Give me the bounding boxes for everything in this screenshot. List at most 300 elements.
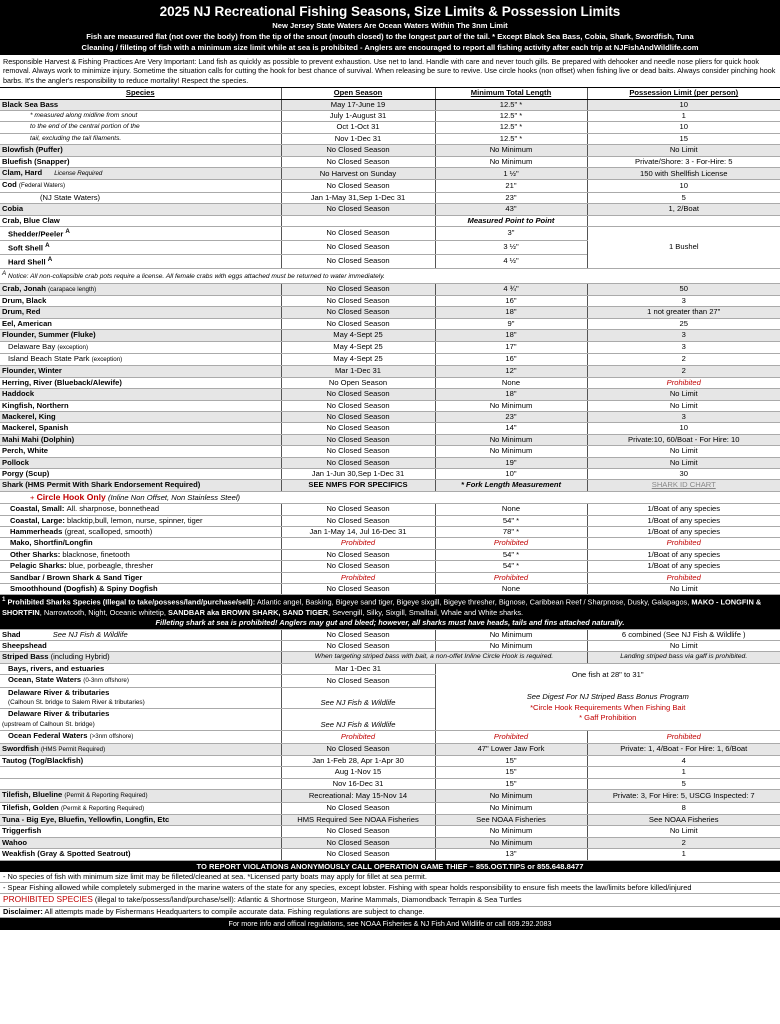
possession-limit: 1/Boat of any species [587, 515, 780, 526]
table-row [0, 423, 780, 434]
species-name: Mackerel, King [0, 411, 281, 422]
species-name [0, 778, 281, 789]
disclaimer: Disclaimer: All attempts made by Fishermans Headquarters to compile accurate data. Fishing regulations are subject to change. [0, 907, 780, 918]
open-season: No Closed Season [281, 204, 435, 215]
open-season: No Closed Season [281, 675, 435, 687]
min-length: 47" Lower Jaw Fork [435, 743, 587, 755]
species-name: Striped Bass (including Hybrid) [0, 652, 281, 663]
min-length: No Minimum [435, 837, 587, 848]
possession-limit: 5 [587, 778, 780, 789]
table-row [0, 204, 780, 215]
table-row [0, 504, 780, 515]
table-row [0, 815, 780, 826]
open-season: No Closed Season [281, 145, 435, 156]
table-row [0, 538, 780, 549]
min-length: No Minimum [435, 802, 587, 814]
open-season: Aug 1-Nov 15 [281, 767, 435, 778]
table-row [0, 743, 780, 755]
open-season: Nov 1-Dec 31 [281, 133, 435, 144]
open-season: No Closed Season [281, 515, 435, 526]
possession-limit: Private/Shore: 3 - For-Hire: 5 [587, 156, 780, 167]
species-name: Smoothhound (Dogfish) & Spiny Dogfish [0, 584, 281, 595]
table-row [0, 629, 780, 640]
open-season: No Closed Season [281, 156, 435, 167]
open-season: No Closed Season [281, 389, 435, 400]
table-row [0, 192, 780, 203]
species-name: Hammerheads (great, scalloped, smooth) [0, 527, 281, 538]
possession-limit: 10 [587, 180, 780, 192]
min-length: See NOAA Fisheries [435, 815, 587, 826]
min-length: No Minimum [435, 629, 587, 640]
table-row [0, 572, 780, 583]
min-length: 3 ½" [435, 241, 587, 255]
shark-title-row [0, 480, 780, 491]
species-name: Pollock [0, 457, 281, 468]
possession-limit: 10 [587, 423, 780, 434]
possession-limit: Prohibited [587, 538, 780, 549]
table-header-row [0, 88, 780, 99]
open-season: Mar 1-Dec 31 [281, 663, 435, 674]
min-length: 12.5" * [435, 133, 587, 144]
open-season: No Closed Season [281, 504, 435, 515]
min-length: 19" [435, 457, 587, 468]
min-length: 21" [435, 180, 587, 192]
species-name: Mahi Mahi (Dolphin) [0, 434, 281, 445]
min-length: 15" [435, 778, 587, 789]
min-length: 15" [435, 767, 587, 778]
species-note: (upstream of Calhoun St. bridge) [0, 720, 281, 731]
species-name: Delaware Bay (exception) [0, 341, 281, 353]
open-season: No Closed Season [281, 241, 435, 255]
open-season: Prohibited [281, 731, 435, 743]
species-name: Swordfish (HMS Permit Required) [0, 743, 281, 755]
table-row [0, 180, 780, 192]
open-season: No Open Season [281, 377, 435, 388]
species-name: Flounder, Winter [0, 366, 281, 377]
table-row [0, 837, 780, 848]
min-length: 18" [435, 307, 587, 318]
circle-hook-note: + Circle Hook Only (Inline Non Offset, Non Stainless Steel) [0, 491, 780, 503]
open-season: No Closed Season [281, 411, 435, 422]
table-row [0, 778, 780, 789]
possession-limit: No Limit [587, 400, 780, 411]
min-length: 15" [435, 756, 587, 767]
min-length: 12.5" * [435, 111, 587, 122]
page-title: 2025 NJ Recreational Fishing Seasons, Size Limits & Possession Limits [159, 4, 621, 19]
min-length: 54" * [435, 561, 587, 572]
species-name: Shad See NJ Fish & Wildlife [0, 629, 281, 640]
open-season: See NJ Fish & Wildlife [281, 720, 435, 731]
min-length: 23" [435, 411, 587, 422]
min-length: No Minimum [435, 446, 587, 457]
table-row [0, 111, 780, 122]
open-season: No Closed Season [281, 400, 435, 411]
possession-limit: 15 [587, 133, 780, 144]
table-row [0, 527, 780, 538]
min-length: 54" * [435, 549, 587, 560]
open-season: No Closed Season [281, 283, 435, 295]
species-name: Clam, Hard License Required [0, 168, 281, 180]
possession-limit: 1 [587, 849, 780, 860]
min-length: 43" [435, 204, 587, 215]
open-season: See NJ Fish & Wildlife [281, 698, 435, 709]
species-name: Crab, Jonah (carapace length) [0, 283, 281, 295]
open-season: Jan 1-Feb 28, Apr 1-Apr 30 [281, 756, 435, 767]
table-row [0, 469, 780, 480]
possession-limit: 4 [587, 756, 780, 767]
open-season: No Closed Season [281, 837, 435, 848]
prohibited-sharks-row [0, 595, 780, 629]
species-name: Soft Shell $^A$ [0, 241, 281, 255]
species-name: Tilefish, Golden (Permit & Reporting Required) [0, 802, 281, 814]
column-header: Minimum Total Length [435, 88, 587, 99]
species-name: Flounder, Summer (Fluke) [0, 330, 281, 341]
cleaning-note: Cleaning / filleting of fish with a minimum size limit while at sea is prohibited - Anglers are encouraged to report all fishing activity after each trip at NJFishAndWildlife.com [81, 43, 699, 52]
species-name: Mako, Shortfin/Longfin [0, 538, 281, 549]
open-season: SEE NMFS FOR SPECIFICS [281, 480, 435, 491]
table-row [0, 515, 780, 526]
species-name: Pelagic Sharks: blue, porbeagle, thresher [0, 561, 281, 572]
species-name: tail, excluding the tail filaments. [0, 133, 281, 144]
species-name: Tautog (Tog/Blackfish) [0, 756, 281, 767]
open-season: No Closed Season [281, 584, 435, 595]
measure-note: Fish are measured flat (not over the body) from the tip of the snout (mouth closed) to the longest part of the tail. * Except Black Sea Bass, Cobia, Shark, Swordfish, Tuna [86, 32, 694, 41]
spear-note: - Spear Fishing allowed while completely submerged in the marine waters of the state for any species, except lobster. Fishing with spear holds responsibility to ensure fish meets the law/limits before killed/injured [0, 883, 780, 894]
min-length: No Minimum [435, 156, 587, 167]
possession-limit: 3 [587, 411, 780, 422]
species-name: Cod (Federal Waters) [0, 180, 281, 192]
species-name: Shark (HMS Permit With Shark Endorsement Required) [0, 480, 281, 491]
circle-hook-row [0, 491, 780, 503]
possession-limit: No Limit [587, 457, 780, 468]
shark-id-chart-link[interactable]: SHARK ID CHART [587, 480, 780, 491]
min-length: 54" * [435, 515, 587, 526]
min-length: 13" [435, 849, 587, 860]
crab-notice: $^A$ Notice: All non-collapsible crab pots require a license. All female crabs with eggs attached must be returned to water immediately. [0, 268, 780, 283]
possession-limit: 1/Boat of any species [587, 504, 780, 515]
table-row [0, 663, 780, 674]
crab-limit: 1 Bushel [587, 227, 780, 269]
open-season: No Closed Season [281, 423, 435, 434]
table-row [0, 122, 780, 133]
intro-text: Responsible Harvest & Fishing Practices Are Very Important: Land fish as quickly as possible to prevent exhaustion. Use net to land. Handle with care and never touch gills. Be prepared with dehooker and needle nose pliers for quick hook removal. Always work to minimize injury. Sometime the situation calls for cutting the hook for best chance of survival. When releasing be sure to revive. Use circle hooks (non offset) when fishing live or dead baits. Always consider pinching hook barbs. It's the angler's responsibility to reduce mortality! Respect the species. [0, 55, 780, 88]
possession-limit: Prohibited [587, 377, 780, 388]
min-length: Prohibited [435, 538, 587, 549]
open-season: No Closed Season [281, 629, 435, 640]
species-name: * measured along midline from snout [0, 111, 281, 122]
possession-limit: 6 combined (See NJ Fish & Wildlife ) [587, 629, 780, 640]
species-name: Delaware River & tributaries [8, 709, 110, 719]
species-name: Porgy (Scup) [0, 469, 281, 480]
species-name: Coastal, Small: All. sharpnose, bonnethead [0, 504, 281, 515]
table-row [0, 767, 780, 778]
min-length: No Minimum [435, 434, 587, 445]
species-name: Shedder/Peeler $^A$ [0, 227, 281, 241]
species-name: Bays, rivers, and estuaries [0, 663, 281, 674]
table-row [0, 826, 780, 837]
table-row [0, 377, 780, 388]
min-length: No Minimum [435, 145, 587, 156]
min-length: 4 ¾" [435, 283, 587, 295]
species-name: Crab, Blue Claw [0, 215, 281, 226]
open-season: No Closed Season [281, 457, 435, 468]
species-name: Ocean, State Waters (0-3nm offshore) [0, 675, 281, 687]
species-name: Haddock [0, 389, 281, 400]
table-row [0, 133, 780, 144]
min-length: 18" [435, 330, 587, 341]
possession-limit: No Limit [587, 389, 780, 400]
table-row [0, 731, 780, 743]
prohibited-species-note: PROHIBITED SPECIES (illegal to take/possess/land/purchase/sell): Atlantic & Shortnose Sturgeon, Marine Mammals, Diamondback Terrapin & Sea Turtles [0, 894, 780, 906]
min-length: 4 ½" [435, 254, 587, 268]
possession-limit: 10 [587, 122, 780, 133]
possession-limit: 25 [587, 318, 780, 329]
possession-limit: 1 [587, 111, 780, 122]
table-row [0, 168, 780, 180]
species-name: Herring, River (Blueback/Alewife) [0, 377, 281, 388]
table-row [0, 307, 780, 318]
table-row [0, 549, 780, 560]
possession-limit: Private: 1, 4/Boat - For Hire: 1, 6/Boat [587, 743, 780, 755]
possession-limit: 3 [587, 295, 780, 306]
open-season: Nov 16-Dec 31 [281, 778, 435, 789]
possession-limit: 5 [587, 192, 780, 203]
possession-limit: Private:10, 60/Boat - For Hire: 10 [587, 434, 780, 445]
open-season: Mar 1-Dec 31 [281, 366, 435, 377]
min-length: * Fork Length Measurement [435, 480, 587, 491]
open-season: No Closed Season [281, 446, 435, 457]
table-row [0, 330, 780, 341]
open-season: No Closed Season [281, 227, 435, 241]
column-header: Possession Limit (per person) [587, 88, 780, 99]
species-name: Kingfish, Northern [0, 400, 281, 411]
open-season: Jan 1-May 14, Jul 16-Dec 31 [281, 527, 435, 538]
bass-limits: One fish at 28" to 31" See Digest For NJ Striped Bass Bonus Program *Circle Hook Requirements When Fishing Bait * Gaff Prohibition [435, 663, 780, 730]
table-row [0, 389, 780, 400]
min-length: 14" [435, 423, 587, 434]
table-row [0, 756, 780, 767]
min-length: 10" [435, 469, 587, 480]
species-name: Bluefish (Snapper) [0, 156, 281, 167]
table-row [0, 318, 780, 329]
species-name: Eel, American [0, 318, 281, 329]
species-name: Island Beach State Park (exception) [0, 353, 281, 365]
possession-limit: 1/Boat of any species [587, 549, 780, 560]
shark-fillet-note: Filleting shark at sea is prohibited! Anglers may gut and bleed; however, all sharks must have heads, tails and fins attached naturally. [155, 618, 625, 628]
possession-limit: 3 [587, 341, 780, 353]
min-length: No Minimum [435, 640, 587, 651]
species-name: Hard Shell $^A$ [0, 254, 281, 268]
regulations-table [0, 88, 780, 860]
open-season: No Closed Season [281, 180, 435, 192]
species-name: Drum, Black [0, 295, 281, 306]
crab-notice-row [0, 268, 780, 283]
possession-limit: 2 [587, 353, 780, 365]
possession-limit: 1 not greater than 27" [587, 307, 780, 318]
open-season: No Closed Season [281, 640, 435, 651]
possession-limit: 50 [587, 283, 780, 295]
possession-limit: No Limit [587, 640, 780, 651]
min-length: 78" * [435, 527, 587, 538]
open-season: No Closed Season [281, 307, 435, 318]
possession-limit: 1 [587, 767, 780, 778]
striped-bass-row [0, 652, 780, 663]
open-season: May 4-Sept 25 [281, 330, 435, 341]
min-length: 12" [435, 366, 587, 377]
open-season: May 17-June 19 [281, 99, 435, 110]
open-season: No Harvest on Sunday [281, 168, 435, 180]
open-season: Oct 1-Oct 31 [281, 122, 435, 133]
header [0, 0, 780, 55]
table-row [0, 283, 780, 295]
possession-limit: 1/Boat of any species [587, 561, 780, 572]
open-season: No Closed Season [281, 549, 435, 560]
possession-limit: 2 [587, 837, 780, 848]
species-name: Tilefish, Blueline (Permit & Reporting Required) [0, 790, 281, 802]
open-season: May 4-Sept 25 [281, 353, 435, 365]
min-length: None [435, 584, 587, 595]
page-subtitle: New Jersey State Waters Are Ocean Waters Within The 3nm Limit [272, 21, 508, 30]
possession-limit: See NOAA Fisheries [587, 815, 780, 826]
column-header: Open Season [281, 88, 435, 99]
min-length: None [435, 377, 587, 388]
table-row [0, 366, 780, 377]
species-name: Perch, White [0, 446, 281, 457]
footer-info-bar: For more info and offical regulations, see NOAA Fisheries & NJ Fish And Wildlife or call 609.292.2083 [0, 918, 780, 930]
min-length: 23" [435, 192, 587, 203]
table-row [0, 802, 780, 814]
table-row [0, 790, 780, 802]
open-season: No Closed Season [281, 434, 435, 445]
table-row [0, 561, 780, 572]
min-length: Prohibited [435, 731, 587, 743]
min-length: Prohibited [435, 572, 587, 583]
table-row [0, 434, 780, 445]
table-row [0, 341, 780, 353]
species-name: Sheepshead [0, 640, 281, 651]
min-length: 12.5" * [435, 99, 587, 110]
possession-limit: 2 [587, 366, 780, 377]
open-season: Recreational: May 15-Nov 14 [281, 790, 435, 802]
species-name: Black Sea Bass [0, 99, 281, 110]
open-season: No Closed Season [281, 849, 435, 860]
possession-limit: Prohibited [587, 731, 780, 743]
table-row [0, 145, 780, 156]
species-name: Drum, Red [0, 307, 281, 318]
species-name: Sandbar / Brown Shark & Sand Tiger [0, 572, 281, 583]
crab-measure-note: Measured Point to Point [435, 215, 587, 226]
possession-limit: 150 with Shellfish License [587, 168, 780, 180]
open-season: Jan 1-May 31,Sep 1-Dec 31 [281, 192, 435, 203]
open-season: No Closed Season [281, 295, 435, 306]
species-name: Other Sharks: blacknose, finetooth [0, 549, 281, 560]
possession-limit: 30 [587, 469, 780, 480]
table-row [0, 227, 780, 241]
table-row [0, 849, 780, 860]
table-row [0, 99, 780, 110]
table-row [0, 353, 780, 365]
table-row [0, 640, 780, 651]
species-note: (Calhoun St. bridge to Salem River & tributaries) [0, 698, 281, 709]
min-length: 12.5" * [435, 122, 587, 133]
species-name: Delaware River & tributaries [8, 687, 110, 697]
open-season: No Closed Season [281, 743, 435, 755]
species-name: Cobia [0, 204, 281, 215]
min-length: No Minimum [435, 400, 587, 411]
open-season: Jan 1-Jun 30,Sep 1-Dec 31 [281, 469, 435, 480]
possession-limit: 1/Boat of any species [587, 527, 780, 538]
open-season: No Closed Season [281, 826, 435, 837]
table-row [0, 584, 780, 595]
min-length: 16" [435, 295, 587, 306]
possession-limit: No Limit [587, 584, 780, 595]
table-row [0, 156, 780, 167]
open-season: HMS Required See NOAA Fisheries [281, 815, 435, 826]
table-row [0, 411, 780, 422]
open-season: May 4-Sept 25 [281, 341, 435, 353]
possession-limit: Private: 3, For Hire: 5, USCG Inspected: 7 [587, 790, 780, 802]
column-header: Species [0, 88, 281, 99]
min-length: No Minimum [435, 826, 587, 837]
open-season: July 1-August 31 [281, 111, 435, 122]
species-name [0, 767, 281, 778]
species-name: Blowfish (Puffer) [0, 145, 281, 156]
crab-title-row [0, 215, 780, 226]
species-name: to the end of the central portion of the [0, 122, 281, 133]
min-length: None [435, 504, 587, 515]
species-name: Coastal, Large: blacktip,bull, lemon, nurse, spinner, tiger [0, 515, 281, 526]
possession-limit: 1, 2/Boat [587, 204, 780, 215]
prohibited-sharks-text: $^1$ Prohibited Sharks Species (Illegal to take/possess/land/purchase/sell): Atlantic angel, Basking, Bigeye sand tiger, Bigeye sixgill, Bigeye thresher, Bignose, Caribbean Reef / Sharpnose, Dusky, Galapagos, MAKO - LONGFIN & SHORTFIN, Narrowtooth, Night, Oceanic whitetip, SANDBAR aka BROWN SHARK, SAND TIGER, Sevengill, Silky, Sixgill, Smalltail, Whale and White sharks. Filleting shark at sea is prohibited! Anglers may gut and bleed; however, all sharks must have heads, tails and fins attached naturally. [0, 595, 780, 629]
species-name: Weakfish (Gray & Spotted Seatrout) [0, 849, 281, 860]
min-length: 17" [435, 341, 587, 353]
possession-limit: No Limit [587, 446, 780, 457]
min-length: 9" [435, 318, 587, 329]
species-name: Triggerfish [0, 826, 281, 837]
possession-limit: 3 [587, 330, 780, 341]
species-name: Ocean Federal Waters (>3nm offshore) [0, 731, 281, 743]
species-name: Mackerel, Spanish [0, 423, 281, 434]
report-violations-bar: TO REPORT VIOLATIONS ANONYMOUSLY CALL OPERATION GAME THIEF – 855.OGT.TIPS or 855.648.8477 [0, 861, 780, 872]
possession-limit: Prohibited [587, 572, 780, 583]
table-row [0, 457, 780, 468]
possession-limit: No Limit [587, 145, 780, 156]
possession-limit: 8 [587, 802, 780, 814]
possession-limit: 10 [587, 99, 780, 110]
open-season: No Closed Season [281, 561, 435, 572]
min-length: 1 ½" [435, 168, 587, 180]
table-row [0, 446, 780, 457]
species-name: Wahoo [0, 837, 281, 848]
open-season: Prohibited [281, 572, 435, 583]
table-row [0, 400, 780, 411]
min-length: 3" [435, 227, 587, 241]
bass-hook-note: When targeting striped bass with bait, a non-offet Inline Circle Hook is required. [281, 652, 587, 663]
bass-gaff-note: Landing striped bass via gaff is prohibited. [587, 652, 780, 663]
species-name: (NJ State Waters) [0, 192, 281, 203]
table-row [0, 295, 780, 306]
open-season: No Closed Season [281, 318, 435, 329]
min-length: 18" [435, 389, 587, 400]
possession-limit: No Limit [587, 826, 780, 837]
open-season: No Closed Season [281, 802, 435, 814]
fillet-note: - No species of fish with minimum size limit may be filleted/cleaned at sea. *Licensed party boats may apply for fillet at sea permit. [0, 872, 780, 883]
min-length: 16" [435, 353, 587, 365]
open-season: Prohibited [281, 538, 435, 549]
species-name: Tuna - Big Eye, Bluefin, Yellowfin, Longfin, Etc [0, 815, 281, 826]
min-length: No Minimum [435, 790, 587, 802]
open-season: No Closed Season [281, 254, 435, 268]
